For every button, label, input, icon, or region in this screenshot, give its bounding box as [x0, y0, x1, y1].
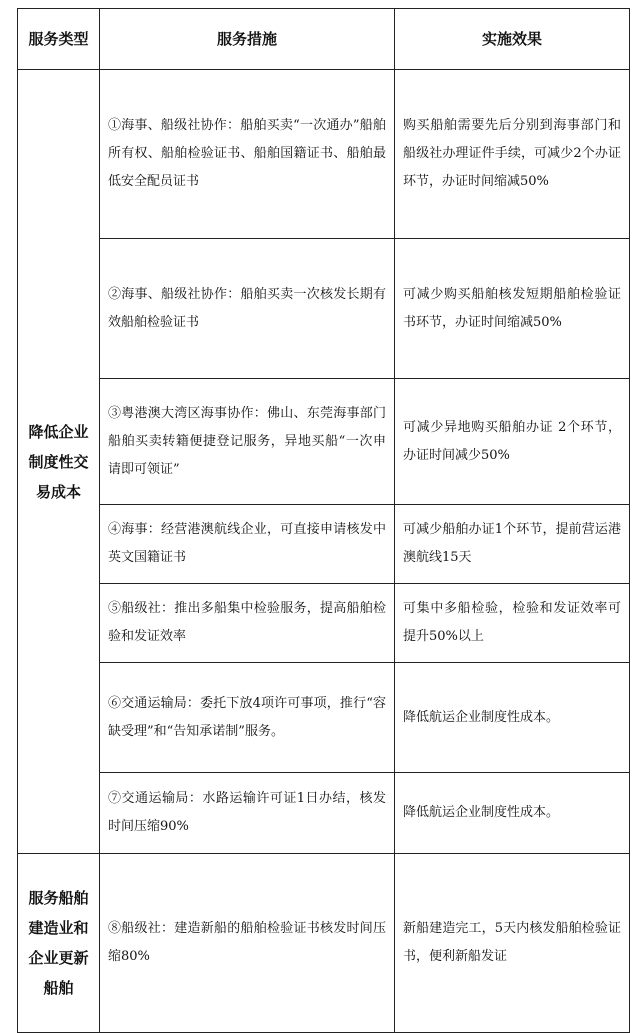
effect-cell: 可减少船舶办证1个环节，提前营运港澳航线15天 — [395, 505, 630, 584]
header-effect: 实施效果 — [395, 9, 630, 70]
measure-cell: ⑦交通运输局：水路运输许可证1日办结，核发时间压缩90% — [100, 773, 395, 854]
measure-cell: ②海事、船级社协作：船舶买卖一次核发长期有效船舶检验证书 — [100, 239, 395, 379]
header-service-measure: 服务措施 — [100, 9, 395, 70]
service-type-cell: 降低企业制度性交易成本 — [18, 70, 100, 854]
service-type-cell: 服务船舶建造业和企业更新船舶 — [18, 854, 100, 1033]
table-row — [18, 584, 630, 663]
measure-cell: ①海事、船级社协作：船舶买卖“一次通办”船舶所有权、船舶检验证书、船舶国籍证书、船舶最低安全配员证书 — [100, 70, 395, 239]
table-row — [18, 773, 630, 854]
table-row — [18, 379, 630, 505]
table-row — [18, 239, 630, 379]
effect-cell: 降低航运企业制度性成本。 — [395, 773, 630, 854]
service-measures-table — [17, 8, 630, 1033]
measure-cell: ⑤船级社：推出多船集中检验服务，提高船舶检验和发证效率 — [100, 584, 395, 663]
effect-cell: 新船建造完工，5天内核发船舶检验证书，便利新船发证 — [395, 854, 630, 1033]
table-row — [18, 854, 630, 1033]
measure-cell: ⑥交通运输局：委托下放4项许可事项，推行“容缺受理”和“告知承诺制”服务。 — [100, 663, 395, 773]
effect-cell: 可集中多船检验，检验和发证效率可提升50%以上 — [395, 584, 630, 663]
header-service-type: 服务类型 — [18, 9, 100, 70]
measure-cell: ⑧船级社：建造新船的船舶检验证书核发时间压缩80% — [100, 854, 395, 1033]
header-row — [18, 9, 630, 70]
effect-cell: 购买船舶需要先后分别到海事部门和船级社办理证件手续，可减少2个办证环节，办证时间缩减50% — [395, 70, 630, 239]
effect-cell: 可减少异地购买船舶办证 2个环节，办证时间减少50% — [395, 379, 630, 505]
table-row — [18, 663, 630, 773]
measure-cell: ③粤港澳大湾区海事协作：佛山、东莞海事部门船舶买卖转籍便捷登记服务，异地买船“一次申请即可领证” — [100, 379, 395, 505]
measure-cell: ④海事：经营港澳航线企业，可直接申请核发中英文国籍证书 — [100, 505, 395, 584]
table-row — [18, 70, 630, 239]
table-row — [18, 505, 630, 584]
effect-cell: 可减少购买船舶核发短期船舶检验证书环节，办证时间缩减50% — [395, 239, 630, 379]
effect-cell: 降低航运企业制度性成本。 — [395, 663, 630, 773]
